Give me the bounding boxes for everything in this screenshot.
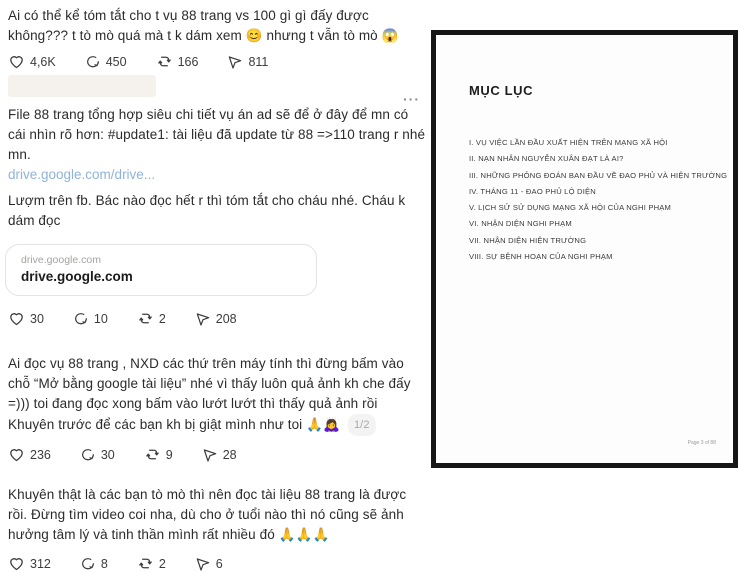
toc-item: VII. NHẬN DIỆN HIỆN TRƯỜNG [469,235,587,245]
comment-icon [85,54,101,70]
comment-count: 10 [93,311,108,326]
share-icon [195,556,211,572]
repost-icon [137,310,154,327]
comment-icon [73,311,89,327]
toc-item: V. LỊCH SỬ SỬ DỤNG MẠNG XÃ HỘI CỦA NGHI PHẠM [469,203,672,213]
heart-icon [8,446,25,463]
comment-icon [80,447,96,463]
comment-count: 30 [100,447,115,462]
repost-icon [156,53,173,70]
share-button[interactable] [202,447,237,463]
post-stats [8,446,426,463]
card-domain: drive.google.com [21,254,101,266]
share-icon [202,447,218,463]
toc-item: VI. NHẬN DIỆN NGHI PHẠM [469,219,572,229]
comment-count: 8 [100,556,108,571]
card-title: drive.google.com [21,269,133,284]
toc-item: III. NHỮNG PHỎNG ĐOÁN BAN ĐẦU VỀ ĐAO PHỦ VÀ HIỆN TRƯỜNG [469,170,728,180]
comment-button[interactable] [80,556,108,572]
share-button[interactable] [195,311,237,327]
share-button[interactable] [227,54,268,70]
share-count: 208 [215,311,237,326]
toc-item: VIII. SỰ BỆNH HOẠN CỦA NGHI PHẠM [469,252,613,262]
more-options-button[interactable]: ··· [403,91,420,107]
post-4 [8,485,426,572]
carousel-page-badge: 1/2 [348,414,376,436]
toc-item: IV. THÁNG 11 - ĐAO PHỦ LỘ DIỆN [469,186,596,196]
heart-icon [8,555,25,572]
repost-count: 9 [165,447,173,462]
post-text-2: Khuyên trước để các bạn kh bị giật mình như toi 🙏🙇‍♀️ 1/2 [8,414,426,436]
toc-item: II. NẠN NHÂN NGUYỄN XUÂN ĐẠT LÀ AI? [469,154,624,164]
drive-link[interactable]: drive.google.com/drive... [8,167,156,182]
post-stats [8,53,426,70]
post-3 [8,354,426,463]
like-count: 312 [30,556,51,571]
heart-icon [8,310,25,327]
post-text: File 88 trang tổng hợp siêu chi tiết vụ án ad sẽ để ở đây để mn có cái nhìn rõ hơn: #update1: tài liệu đã update từ 88 =>110 trang r nhé mn. [8,107,426,162]
comment-button[interactable] [85,54,127,70]
repost-icon [137,555,154,572]
post-stats [8,310,426,327]
like-button[interactable] [8,446,51,463]
blurred-username [8,75,156,97]
repost-button[interactable] [137,555,166,572]
comment-count: 450 [105,54,127,69]
link-preview-card[interactable] [5,244,317,296]
share-icon [195,311,211,327]
comment-button[interactable] [80,447,115,463]
repost-count: 2 [158,311,166,326]
repost-count: 2 [158,556,166,571]
like-button[interactable] [8,310,44,327]
post-text-2: Lượm trên fb. Bác nào đọc hết r thì tóm tắt cho cháu nhé. Cháu k dám đọc [8,193,406,228]
page-number-footer: Page 3 of 88 [687,440,716,446]
share-count: 811 [248,54,269,69]
post-1 [8,6,426,97]
share-button[interactable] [195,556,223,572]
like-button[interactable] [8,555,51,572]
repost-icon [144,446,161,463]
share-count: 6 [215,556,223,571]
repost-button[interactable] [137,310,166,327]
share-icon [227,54,243,70]
repost-button[interactable] [156,53,199,70]
post-text: Ai có thể kể tóm tắt cho t vụ 88 trang vs 100 gì gì đấy được không??? t tò mò quá mà t k dám xem 😊 nhưng t vẫn tò mò 😱 [8,8,399,43]
repost-button[interactable] [144,446,173,463]
share-count: 28 [222,447,237,462]
post-text: Khuyên thật là các bạn tò mò thì nên đọc tài liệu 88 trang là được rồi. Đừng tìm video coi nha, dù cho ở tuổi nào thì nó cũng sẽ ảnh hưởng tâm lý và tinh thần mình rất nhiều đó 🙏🙏🙏 [8,487,407,542]
like-count: 236 [30,447,51,462]
post-stats [8,555,426,572]
table-of-contents [469,135,728,265]
comment-icon [80,556,96,572]
heart-icon [8,53,25,70]
post-2 [8,91,426,327]
like-count: 4,6K [30,54,56,69]
document-title: MỤC LỤC [469,83,534,98]
toc-item: I. VỤ VIỆC LẦN ĐẦU XUẤT HIỆN TRÊN MẠNG XÃ HỘI [469,138,668,147]
repost-count: 166 [177,54,199,69]
document-preview-page [431,30,738,468]
comment-button[interactable] [73,311,108,327]
post-text: Ai đọc vụ 88 trang , NXD các thứ trên máy tính thì đừng bấm vào chỗ “Mở bằng google tài liệu” nhé vì thấy luôn quả ảnh kh che đấy =))) toi đang đọc xong bấm vào lướt lướt thì thấy quả ảnh rồi [8,356,411,411]
like-button[interactable] [8,53,56,70]
like-count: 30 [30,311,44,326]
